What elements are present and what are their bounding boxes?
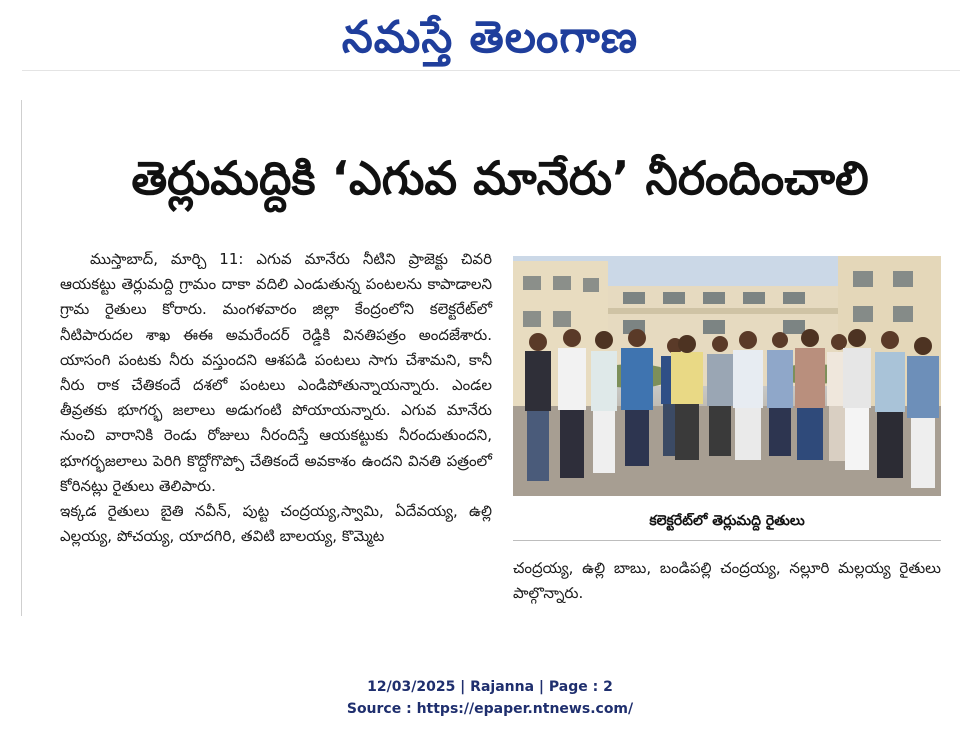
footer: [0, 676, 980, 720]
masthead-divider: [22, 70, 960, 71]
caption-divider: [513, 540, 941, 541]
news-photo: [513, 256, 941, 496]
article-body-right: [513, 556, 941, 606]
column-divider: [21, 100, 22, 616]
article-paragraph: ఇక్కడ రైతులు బైతి నవీన్, పుట్ట చంద్రయ్య,స్వామి, ఏదేవయ్య, ఉల్లి ఎల్లయ్య, పోచయ్య, యాదగిరి, తవిటి బాలయ్య, కొమ్మెట: [60, 502, 492, 546]
article-body-left: [60, 247, 492, 549]
article-paragraph: చంద్రయ్య, ఉల్లి బాబు, బండిపల్లి చంద్రయ్య, నల్లూరి మల్లయ్య రైతులు పాల్గొన్నారు.: [513, 559, 941, 603]
masthead-title: నమస్తే తెలంగాణ: [341, 12, 639, 63]
article-headline: తెర్లుమద్దికి ‘ఎగువ మానేరు’ నీరందించాలి: [131, 151, 869, 205]
footer-source-link[interactable]: Source : https://epaper.ntnews.com/: [346, 701, 634, 717]
article-paragraph: ముస్తాబాద్, మార్చి 11: ఎగువ మానేరు నీటిని ప్రాజెక్టు చివరి ఆయకట్టు తెర్లుమద్ది గ్రామం దాకా వదిలి ఎండుతున్న పంటలను కాపాడాలని గ్రామ రైతులు కోరారు. మంగళవారం జిల్లా కేంద్రంలోని కలెక్టరేట్‌లో నీటిపారుదల శాఖ ఈఈ అమరేందర్ రెడ్డికి వినతిపత్రం అందజేశారు. యాసంగి పంటకు నీరు వస్తుందని ఆశపడి పంటలు సాగు చేశామని, కానీ నీరు రాక చేతికందే దశలో పంటలు ఎండిపోతున్నాయన్నారు. ఎండల తీవ్రతకు భూగర్భ జలాలు అడుగంటి పోయాయన్నారు. ఎగువ మానేరు నుంచి వారానికి రెండు రోజులు నీరందిస్తే ఆయకట్టుకు నీరందుతుందని, భూగర్భజలాలు పెరిగి కొద్దోగొప్పో చేతికందే అవకాశం ఉందని వినతి పత్రంలో కోరినట్లు రైతులు తెలిపారు.: [60, 250, 492, 495]
footer-date-page: 12/03/2025 | Rajanna | Page : 2: [367, 679, 613, 695]
farmers-group-photo: [513, 256, 941, 496]
photo-caption: కలెక్టరేట్‌లో తెర్లుమద్ది రైతులు: [649, 513, 805, 529]
